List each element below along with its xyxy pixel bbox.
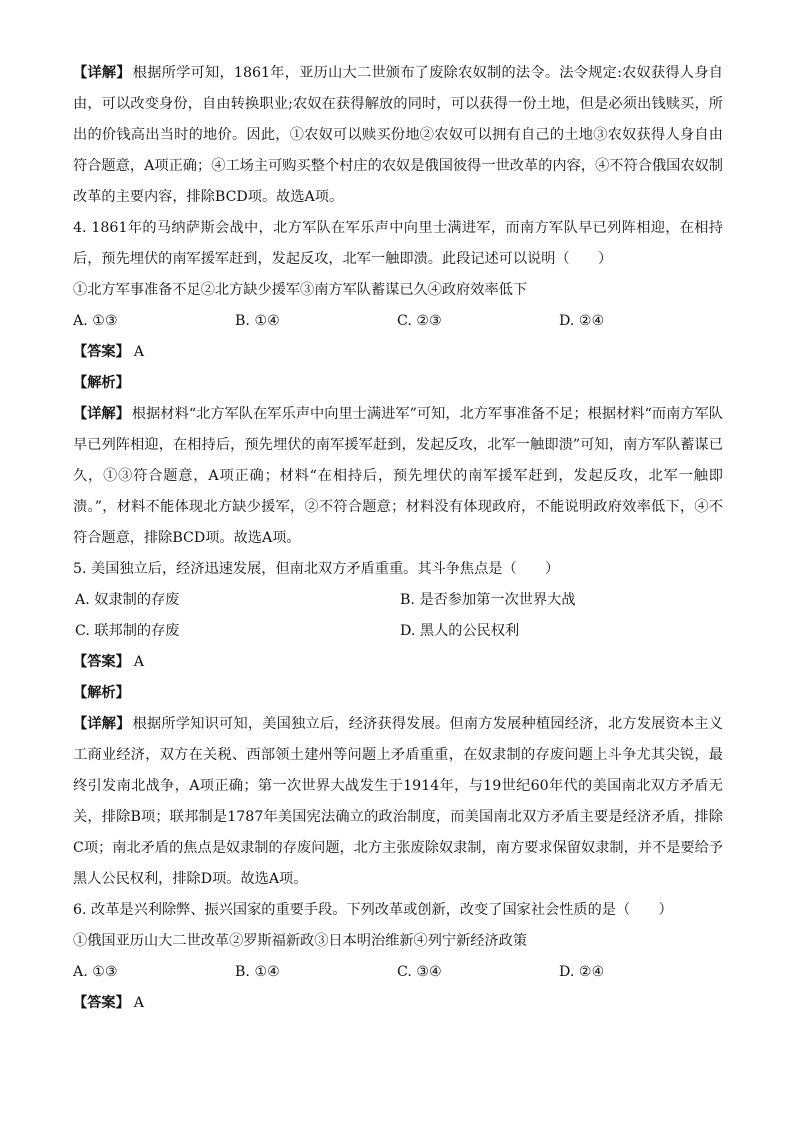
question-5-answer xyxy=(73,647,723,678)
option-a: A. ①③ xyxy=(73,313,118,329)
exam-page xyxy=(73,58,723,1019)
option-c: C. 联邦制的存废 xyxy=(75,623,180,639)
analysis-label: 【解析】 xyxy=(73,375,130,391)
question-6-answer xyxy=(73,988,723,1019)
detail-label: 【详解】 xyxy=(73,406,130,422)
question-5-analysis-heading xyxy=(73,678,723,709)
option-b: B. ①④ xyxy=(235,313,280,329)
answer-label: 【答案】 xyxy=(73,654,130,670)
detail-label: 【详解】 xyxy=(73,716,131,732)
option-d: D. ②④ xyxy=(559,964,605,980)
option-d: D. ②④ xyxy=(559,313,605,329)
question-6-stem: 6. 改革是兴利除弊、振兴国家的重要手段。下列改革或创新，改变了国家社会性质的是（ ） xyxy=(73,902,673,918)
question-5-detail xyxy=(73,709,723,895)
answer-label: 【答案】 xyxy=(73,995,130,1011)
answer-value: A xyxy=(133,344,145,360)
answer-value: A xyxy=(133,995,145,1011)
detail-text: 根据所学可知，1861年，亚历山大二世颁布了废除农奴制的法令。法令规定:农奴获得人身自由，可以改变身份，自由转换职业;农奴在获得解放的同时，可以获得一份土地，但是必须出钱赎买，所出的价钱高出当时的地价。因此，①农奴可以赎买份地②农奴可以拥有自己的土地③农奴获得人身自由符合题意，A项正确；④工场主可购买整个村庄的农奴是俄国彼得一世改革的内容，④不符合俄国农奴制改革的主要内容，排除BCD项。故选A项。 xyxy=(73,65,723,205)
question-4-stem: 4. 1861年的马纳萨斯会战中，北方军队在军乐声中向里士满进军，而南方军队早已列阵相迎，在相持后，预先埋伏的南军援军赶到，发起反攻，北军一触即溃。此段记述可以说明（ ） xyxy=(73,220,723,267)
option-c: C. ②③ xyxy=(397,313,442,329)
question-5-stem: 5. 美国独立后，经济迅速发展，但南北双方矛盾重重。其斗争焦点是（ ） xyxy=(73,561,560,577)
option-b: B. ①④ xyxy=(235,964,280,980)
question-4-answer xyxy=(73,337,723,368)
prev-question-detail xyxy=(73,58,723,213)
analysis-label: 【解析】 xyxy=(73,685,130,701)
question-6-options xyxy=(73,957,723,988)
detail-text: 根据所学知识可知，美国独立后，经济获得发展。但南方发展种植园经济，北方发展资本主义工商业经济，双方在关税、西部领土建州等问题上矛盾重重，在奴隶制的存废问题上斗争尤其尖锐，最终引发南北战争，A项正确；第一次世界大战发生于1914年，与19世纪60年代的美国南北双方矛盾无关，排除B项；联邦制是1787年美国宪法确立的政治制度，而美国南北双方矛盾主要是经济矛盾，排除C项；南北矛盾的焦点是奴隶制的存废问题，北方主张废除奴隶制，南方要求保留奴隶制，并不是要给予黑人公民权利，排除D项。故选A项。 xyxy=(73,716,723,887)
question-4-detail xyxy=(73,399,723,554)
detail-label: 【详解】 xyxy=(73,65,131,81)
question-4-analysis-heading xyxy=(73,368,723,399)
answer-value: A xyxy=(133,654,145,670)
option-a: A. ①③ xyxy=(73,964,118,980)
question-5-options xyxy=(73,585,723,647)
option-c: C. ③④ xyxy=(397,964,442,980)
answer-label: 【答案】 xyxy=(73,344,130,360)
option-b: B. 是否参加第一次世界大战 xyxy=(400,592,576,608)
question-4-items: ①北方军事准备不足②北方缺少援军③南方军队蓄谋已久④政府效率低下 xyxy=(73,282,528,298)
question-6-items: ①俄国亚历山大二世改革②罗斯福新政③日本明治维新④列宁新经济政策 xyxy=(73,933,528,949)
option-a: A. 奴隶制的存废 xyxy=(75,592,180,608)
detail-text: 根据材料“北方军队在军乐声中向里士满进军”可知，北方军事准备不足；根据材料“而南方军队早已列阵相迎，在相持后，预先埋伏的南军援军赶到，发起反攻，北军一触即溃”可知，南方军队蓄谋已久，①③符合题意，A项正确；材料“在相持后，预先埋伏的南军援军赶到，发起反攻，北军一触即溃。”，材料不能体现北方缺少援军，②不符合题意；材料没有体现政府，不能说明政府效率低下，④不符合题意，排除BCD项。故选A项。 xyxy=(73,406,723,546)
option-d: D. 黑人的公民权利 xyxy=(400,623,520,639)
question-4-options xyxy=(73,306,723,337)
